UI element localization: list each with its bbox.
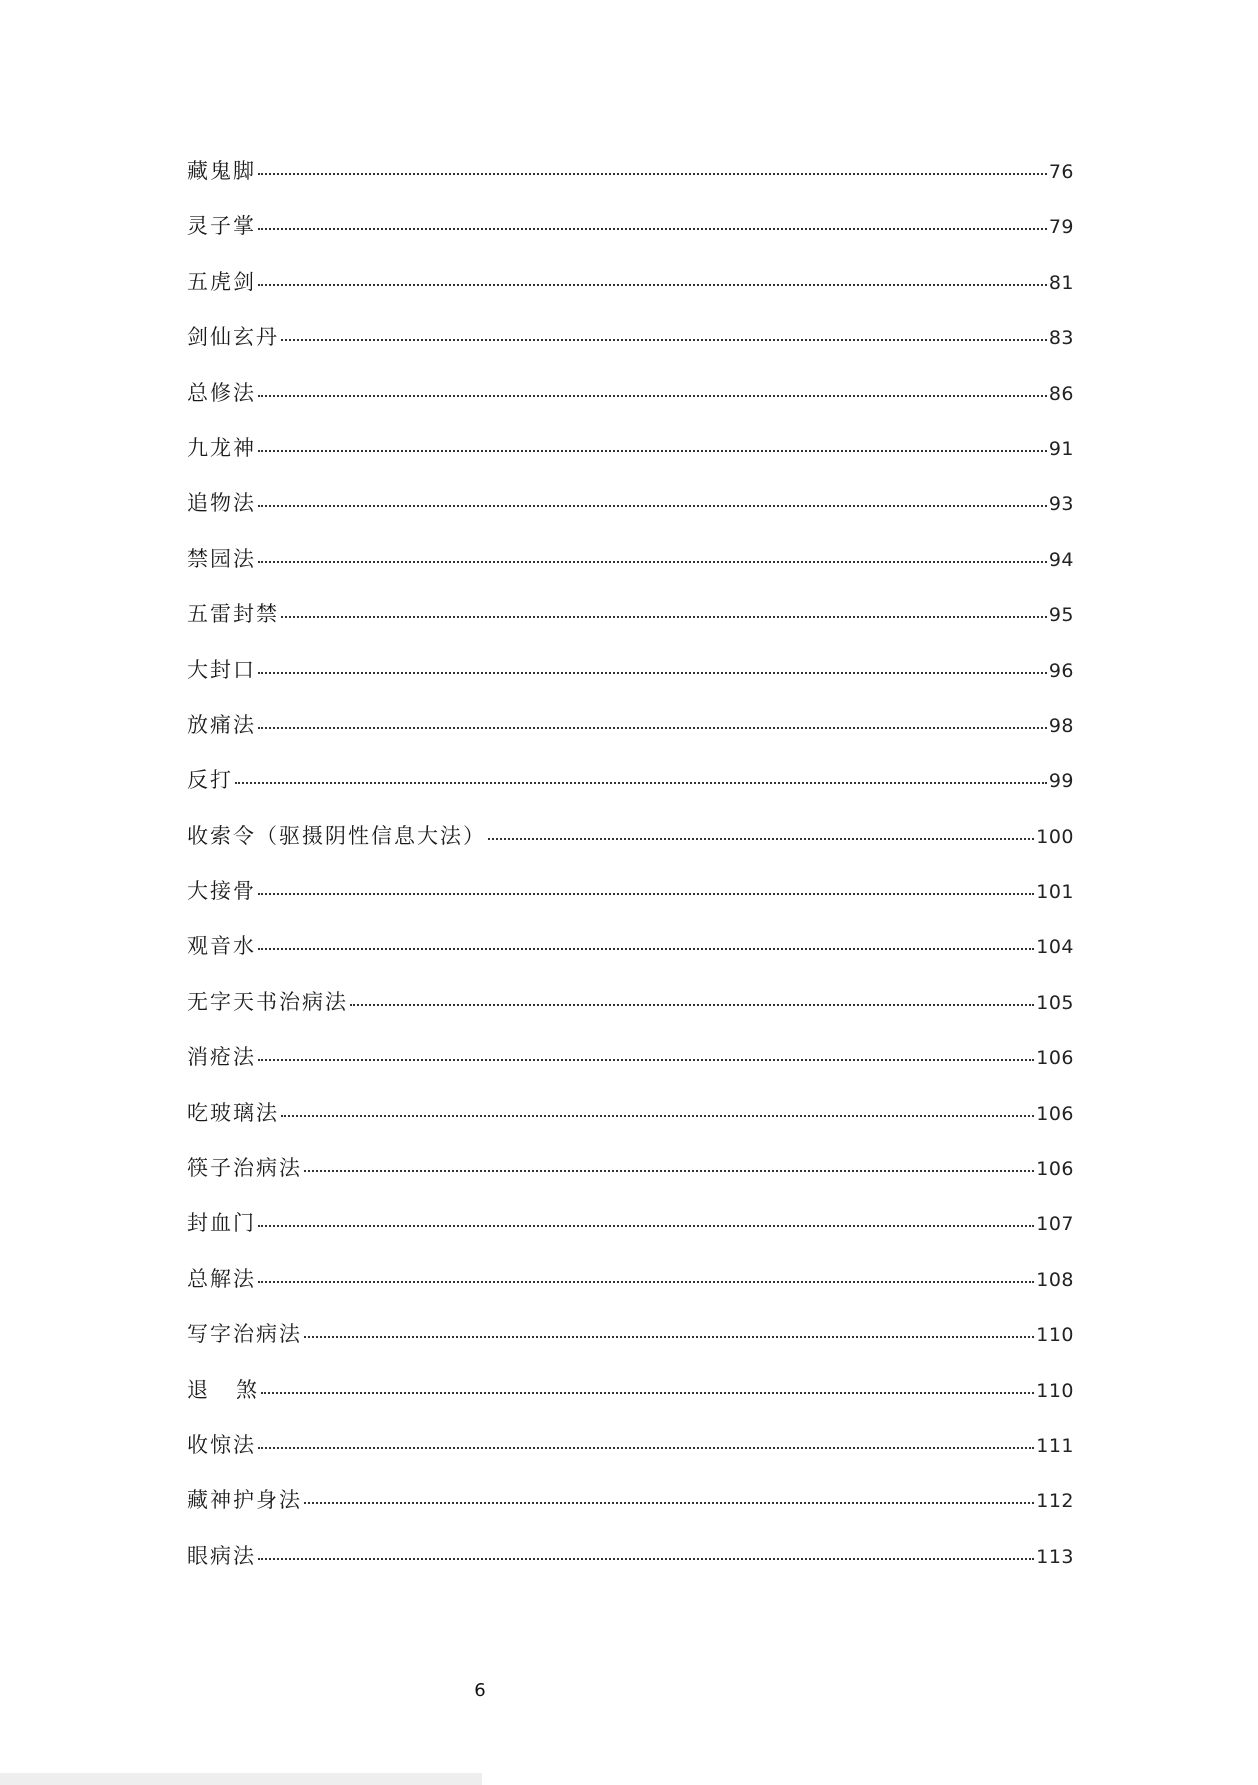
toc-entry-title: 五雷封禁 — [187, 602, 279, 627]
toc-entry-title: 封血门 — [187, 1211, 256, 1236]
scrollbar-track — [0, 1773, 482, 1785]
toc-entry-page: 110 — [1036, 1379, 1074, 1402]
toc-entry[interactable] — [187, 764, 1074, 819]
toc-entry-page: 91 — [1048, 437, 1074, 460]
toc-entry-title: 藏鬼脚 — [187, 159, 256, 183]
toc-entry[interactable] — [187, 1152, 1074, 1207]
dot-leader — [258, 284, 1047, 286]
toc-entry[interactable] — [187, 875, 1074, 930]
toc-entry-page: 99 — [1048, 770, 1074, 793]
toc-entry-page: 95 — [1048, 604, 1074, 627]
toc-entry[interactable] — [187, 598, 1074, 653]
toc-entry[interactable] — [187, 1540, 1074, 1595]
toc-entry-page: 76 — [1048, 161, 1074, 183]
toc-entry-page: 100 — [1036, 825, 1074, 848]
dot-leader — [258, 505, 1047, 507]
toc-entry-page: 94 — [1048, 548, 1074, 571]
dot-leader — [488, 838, 1034, 840]
dot-leader — [258, 450, 1047, 452]
toc-entry-page: 113 — [1036, 1545, 1074, 1568]
toc-entry-page: 101 — [1036, 881, 1074, 904]
toc-entry-page: 96 — [1048, 659, 1074, 682]
toc-entry-page: 83 — [1048, 327, 1074, 350]
page-number: 6 — [474, 1680, 486, 1701]
dot-leader — [258, 948, 1034, 950]
dot-leader — [261, 1392, 1034, 1394]
toc-entry[interactable] — [187, 487, 1074, 542]
toc-entry[interactable] — [187, 820, 1074, 875]
toc-entry-title: 吃玻璃法 — [187, 1100, 279, 1125]
toc-entry-title: 总修法 — [187, 380, 256, 405]
dot-leader — [258, 893, 1034, 895]
dot-leader — [281, 1115, 1034, 1117]
dot-leader — [281, 339, 1047, 341]
toc-entry-page: 107 — [1036, 1213, 1074, 1236]
toc-entry-title: 反打 — [187, 768, 233, 793]
toc-entry-title: 藏神护身法 — [187, 1488, 302, 1513]
toc-entry[interactable] — [187, 1429, 1074, 1484]
dot-leader — [304, 1502, 1034, 1504]
toc-entry-title: 大封口 — [187, 657, 256, 682]
toc-entry[interactable] — [187, 1318, 1074, 1373]
toc-entry-title: 禁园法 — [187, 546, 256, 571]
toc-entry-title: 灵子掌 — [187, 214, 256, 239]
toc-entry-page: 93 — [1048, 493, 1074, 516]
dot-leader — [258, 1059, 1034, 1061]
toc-entry-page: 108 — [1036, 1268, 1074, 1291]
toc-entry[interactable] — [187, 654, 1074, 709]
dot-leader — [258, 395, 1047, 397]
toc-entry[interactable] — [187, 1097, 1074, 1152]
toc-entry-title: 大接骨 — [187, 879, 256, 904]
toc-entry[interactable] — [187, 1374, 1074, 1429]
toc-entry[interactable] — [187, 155, 1074, 210]
toc-entry-title: 消疮法 — [187, 1045, 256, 1070]
toc-entry-page: 110 — [1036, 1324, 1074, 1347]
toc-entry[interactable] — [187, 1207, 1074, 1262]
toc-entry-title: 无字天书治病法 — [187, 989, 348, 1014]
dot-leader — [235, 782, 1047, 784]
toc-entry-title: 放痛法 — [187, 712, 256, 737]
dot-leader — [258, 1558, 1034, 1560]
table-of-contents — [187, 155, 1074, 1595]
toc-entry-page: 86 — [1048, 382, 1074, 405]
toc-entry-page: 79 — [1048, 216, 1074, 239]
toc-entry-page: 111 — [1036, 1434, 1074, 1457]
toc-entry-title: 总解法 — [187, 1266, 256, 1291]
toc-entry[interactable] — [187, 930, 1074, 985]
toc-entry-title: 收索令（驱摄阴性信息大法） — [187, 823, 486, 848]
toc-entry[interactable] — [187, 1263, 1074, 1318]
toc-entry[interactable] — [187, 986, 1074, 1041]
toc-entry-page: 105 — [1036, 991, 1074, 1014]
toc-entry[interactable] — [187, 321, 1074, 376]
toc-entry-title: 追物法 — [187, 491, 256, 516]
toc-entry-page: 112 — [1036, 1490, 1074, 1513]
toc-entry[interactable] — [187, 266, 1074, 321]
dot-leader — [258, 228, 1047, 230]
toc-entry[interactable] — [187, 432, 1074, 487]
toc-entry[interactable] — [187, 543, 1074, 598]
toc-entry[interactable] — [187, 1484, 1074, 1539]
toc-entry[interactable] — [187, 377, 1074, 432]
toc-entry-page: 106 — [1036, 1102, 1074, 1125]
dot-leader — [258, 1281, 1034, 1283]
dot-leader — [258, 672, 1047, 674]
toc-entry-title: 收惊法 — [187, 1432, 256, 1457]
dot-leader — [258, 1225, 1034, 1227]
toc-entry[interactable] — [187, 210, 1074, 265]
dot-leader — [304, 1336, 1034, 1338]
toc-entry-page: 106 — [1036, 1158, 1074, 1181]
toc-entry[interactable] — [187, 1041, 1074, 1096]
toc-entry[interactable] — [187, 709, 1074, 764]
dot-leader — [258, 1447, 1034, 1449]
dot-leader — [258, 173, 1047, 175]
toc-entry-title: 眼病法 — [187, 1543, 256, 1568]
toc-entry-title: 五虎剑 — [187, 269, 256, 294]
toc-entry-title: 观音水 — [187, 934, 256, 959]
toc-entry-title: 九龙神 — [187, 435, 256, 460]
toc-entry-page: 106 — [1036, 1047, 1074, 1070]
toc-entry-title: 剑仙玄丹 — [187, 325, 279, 350]
toc-entry-page: 98 — [1048, 714, 1074, 737]
toc-entry-page: 104 — [1036, 936, 1074, 959]
toc-entry-title: 筷子治病法 — [187, 1156, 302, 1181]
dot-leader — [258, 561, 1047, 563]
toc-entry-title: 退 煞 — [187, 1377, 260, 1402]
dot-leader — [258, 727, 1047, 729]
toc-entry-title: 写字治病法 — [187, 1322, 302, 1347]
dot-leader — [350, 1004, 1034, 1006]
dot-leader — [304, 1170, 1034, 1172]
dot-leader — [281, 616, 1047, 618]
toc-entry-page: 81 — [1048, 271, 1074, 294]
